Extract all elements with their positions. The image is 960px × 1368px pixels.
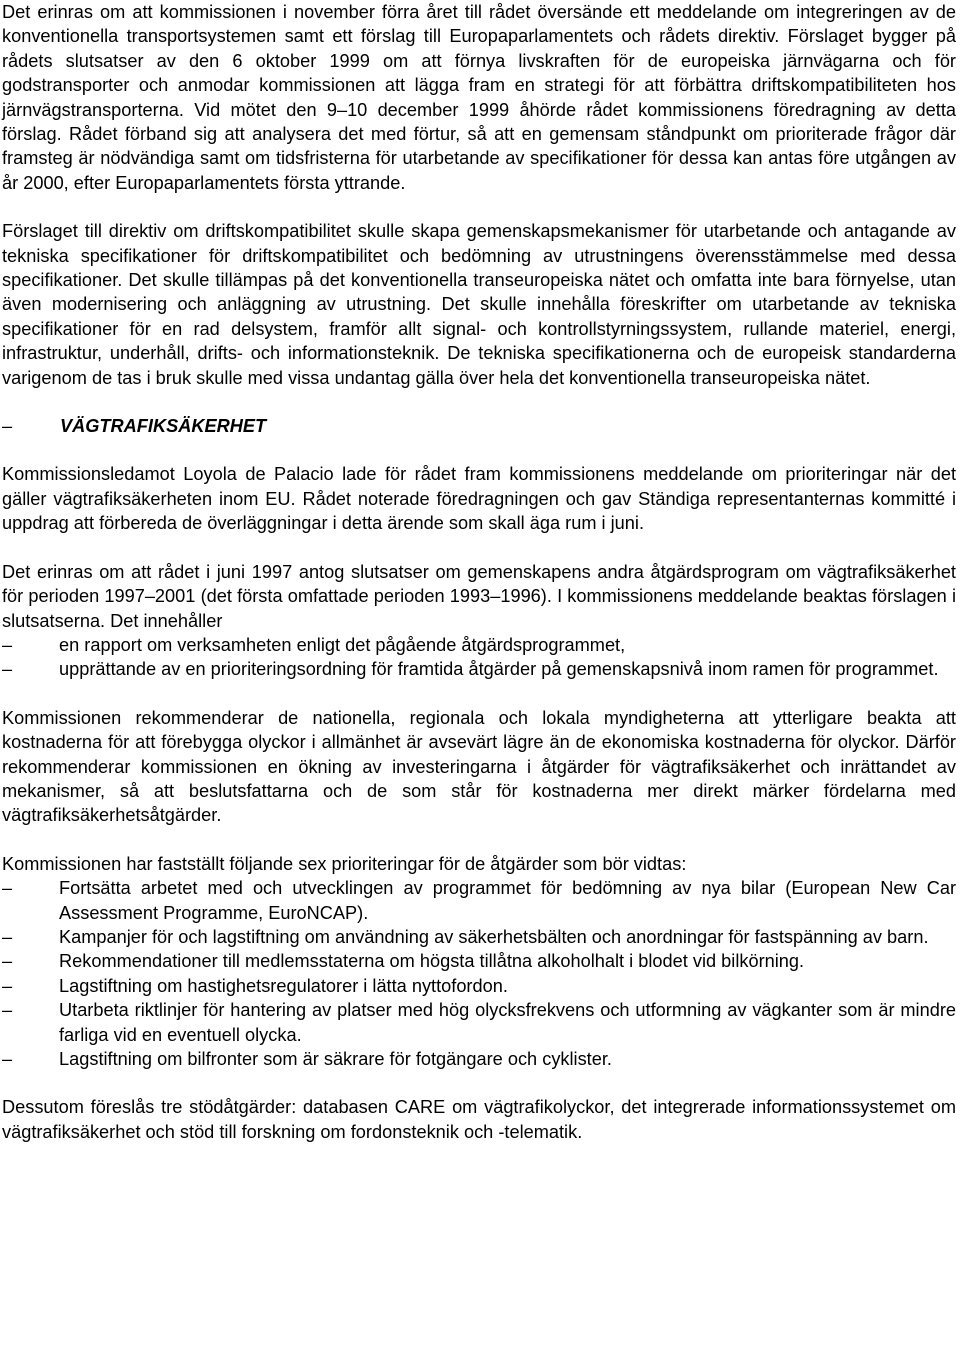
spacer (2, 536, 956, 560)
list-item (2, 1047, 956, 1071)
list-item-text: upprättande av en prioriteringsordning för framtida åtgärder på gemenskapsnivå inom ramen för programmet. (59, 659, 939, 680)
list-dash: – (2, 878, 13, 899)
paragraph-directive-proposal: Förslaget till direktiv om driftskompatibilitet skulle skapa gemenskapsmekanismer för utarbetande och antagande av tekniska specifikationer för driftskompatibilitet och bedömning av utrustningens överensstämmelse med dessa specifikationer. Det skulle tillämpas på det konventionella transeuropeiska nätet och omfatta inte bara förnyelse, utan även modernisering och anläggning av utrustning. Det skulle innehålla föreskrifter om utarbetande av tekniska specifikationer för en rad delsystem, framför allt signal- och kontrollstyrningssystem, rullande materiel, energi, infrastruktur, underhåll, drifts- och informationsteknik. De tekniska specifikationerna och de europeisk standarderna varigenom de tas i bruk skulle med vissa undantag gälla över hela det konventionella transeuropeiska nätet. (2, 221, 956, 388)
paragraph-support-measures: Dessutom föreslås tre stödåtgärder: databasen CARE om vägtrafikolyckor, det integrerade informationssystemet om vägtrafiksäkerhet och stöd till forskning om fordonsteknik och -telematik. (2, 1097, 956, 1142)
list-item (2, 657, 956, 681)
paragraph-action-programme: Det erinras om att rådet i juni 1997 antog slutsatser om gemenskapens andra åtgärdsprogram om vägtrafiksäkerhet för perioden 1997–2001 (det första omfattade perioden 1993–1996). I kommissionens meddelande beaktas förslagen i slutsatserna. Det innehåller (2, 561, 956, 631)
paragraph-interoperability-intro: Det erinras om att kommissionen i november förra året till rådet översände ett meddelande om integreringen av de konventionella transportsystemen samt ett förslag till Europaparlamentets och rådets direktiv. Förslaget bygger på rådets slutsatser av den 6 oktober 1999 om att förnya livskraften för de europeiska järnvägarna och för godstransporter och anmodar kommissionen att lägga fram en strategi för att förbättra driftskompatibiliteten hos järnvägstransporterna. Vid mötet den 9–10 december 1999 åhörde rådet kommissionens föredragning av detta förslag. Rådet förband sig att analysera det med förtur, så att en gemensam ståndpunkt om prioriterade frågor där framsteg är nödvändiga samt om tidsfristerna för utarbetande av specifikationer för dessa kan antas före utgången av år 2000, efter Europaparlamentets första yttrande. (2, 2, 956, 193)
list-item (2, 876, 956, 925)
spacer (2, 682, 956, 706)
list-dash: – (2, 1000, 13, 1021)
list-item-text: Rekommendationer till medlemsstaterna om högsta tillåtna alkoholhalt i blodet vid bilkörning. (59, 951, 805, 972)
list-dash: – (2, 926, 13, 947)
list-dash: – (2, 634, 13, 655)
section-heading (2, 414, 956, 438)
list-item (2, 925, 956, 949)
priorities-list (2, 876, 956, 1071)
spacer (2, 390, 956, 414)
paragraph-recommendation: Kommissionen rekommenderar de nationella, regionala och lokala myndigheterna att ytterligare beakta att kostnaderna för att förebygga olyckor i allmänhet är avsevärt lägre än de ekonomiska kostnaderna för olyckor. Därför rekommenderar kommissionen en ökning av investeringarna i åtgärder för vägtrafiksäkerhet och inrättandet av mekanismer, så att beslutsfattarna och de som står för kostnaderna mer direkt märker fördelarna med vägtrafiksäkerhetsåtgärder. (2, 707, 956, 826)
spacer (2, 438, 956, 462)
list-item (2, 949, 956, 973)
list-dash: – (2, 1049, 13, 1070)
paragraph-commissioner-presentation: Kommissionsledamot Loyola de Palacio lade för rådet fram kommissionens meddelande om prioriteringar när det gäller vägtrafiksäkerheten inom EU. Rådet noterade föredragningen och gav Ständiga representanternas kommitté i uppdrag att förbereda de överläggningar i detta ärende som skall äga rum i juni. (2, 464, 956, 534)
list-item-text: en rapport om verksamheten enligt det pågående åtgärdsprogrammet, (59, 634, 626, 655)
list-item-text: Kampanjer för och lagstiftning om användning av säkerhetsbälten och anordningar för fastspänning av barn. (59, 926, 929, 947)
communication-contents-list (2, 633, 956, 682)
list-item-text: Lagstiftning om hastighetsregulatorer i lätta nyttofordon. (59, 975, 508, 996)
section-title: VÄGTRAFIKSÄKERHET (60, 416, 267, 437)
spacer (2, 1071, 956, 1095)
list-item (2, 998, 956, 1047)
list-item-text: Lagstiftning om bilfronter som är säkrare för fotgängare och cyklister. (59, 1049, 612, 1070)
document-page (2, 0, 956, 1144)
spacer (2, 195, 956, 219)
spacer (2, 828, 956, 852)
paragraph-priorities-intro: Kommissionen har fastställt följande sex prioriteringar för de åtgärder som bör vidtas: (2, 853, 687, 874)
list-dash: – (2, 659, 13, 680)
list-dash: – (2, 951, 13, 972)
list-item-text: Utarbeta riktlinjer för hantering av platser med hög olycksfrekvens och utformning av vägkanter som är mindre farliga vid en eventuell olycka. (59, 1000, 956, 1045)
list-item (2, 974, 956, 998)
list-item-text: Fortsätta arbetet med och utvecklingen av programmet för bedömning av nya bilar (European New Car Assessment Programme, EuroNCAP). (59, 878, 956, 923)
list-item (2, 633, 956, 657)
heading-dash: – (2, 416, 13, 437)
list-dash: – (2, 975, 13, 996)
